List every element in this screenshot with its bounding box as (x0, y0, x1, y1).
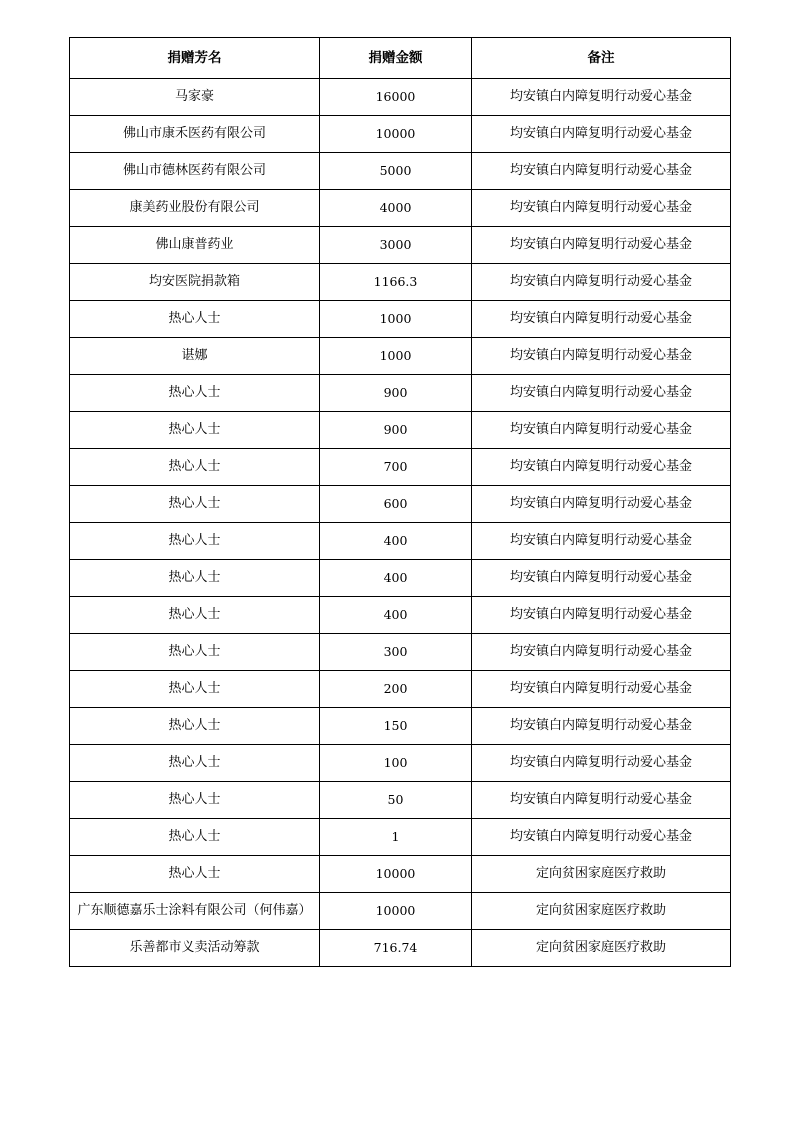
table-row (70, 264, 731, 301)
donor-name-cell: 均安医院捐款箱 (70, 264, 320, 301)
note-cell: 均安镇白内障复明行动爱心基金 (472, 153, 731, 190)
table-row (70, 523, 731, 560)
table-row (70, 782, 731, 819)
donor-name-cell: 佛山市康禾医药有限公司 (70, 116, 320, 153)
note-cell: 均安镇白内障复明行动爱心基金 (472, 375, 731, 412)
donor-name-cell: 热心人士 (70, 301, 320, 338)
donation-amount-cell: 10000 (320, 856, 472, 893)
donor-name-cell: 热心人士 (70, 523, 320, 560)
header-donation-amount: 捐赠金额 (320, 38, 472, 79)
note-cell: 均安镇白内障复明行动爱心基金 (472, 412, 731, 449)
donation-amount-cell: 400 (320, 560, 472, 597)
note-cell: 定向贫困家庭医疗救助 (472, 930, 731, 967)
note-cell: 定向贫困家庭医疗救助 (472, 893, 731, 930)
donor-name-cell: 广东顺德嘉乐士涂料有限公司（何伟嘉） (70, 893, 320, 930)
donor-name-cell: 热心人士 (70, 449, 320, 486)
donor-name-cell: 热心人士 (70, 560, 320, 597)
donor-name-cell: 热心人士 (70, 745, 320, 782)
note-cell: 均安镇白内障复明行动爱心基金 (472, 190, 731, 227)
note-cell: 均安镇白内障复明行动爱心基金 (472, 819, 731, 856)
note-cell: 均安镇白内障复明行动爱心基金 (472, 227, 731, 264)
table-row (70, 634, 731, 671)
donation-amount-cell: 5000 (320, 153, 472, 190)
table-row (70, 227, 731, 264)
table-row (70, 116, 731, 153)
donation-amount-cell: 100 (320, 745, 472, 782)
table-row (70, 893, 731, 930)
note-cell: 均安镇白内障复明行动爱心基金 (472, 264, 731, 301)
table-row (70, 301, 731, 338)
donation-amount-cell: 600 (320, 486, 472, 523)
table-row (70, 79, 731, 116)
table-row (70, 338, 731, 375)
donation-amount-cell: 900 (320, 412, 472, 449)
donor-name-cell: 热心人士 (70, 708, 320, 745)
donor-name-cell: 康美药业股份有限公司 (70, 190, 320, 227)
donation-amount-cell: 50 (320, 782, 472, 819)
donation-amount-cell: 200 (320, 671, 472, 708)
table-row (70, 375, 731, 412)
note-cell: 均安镇白内障复明行动爱心基金 (472, 597, 731, 634)
donation-amount-cell: 900 (320, 375, 472, 412)
header-donor-name: 捐赠芳名 (70, 38, 320, 79)
donation-amount-cell: 1 (320, 819, 472, 856)
note-cell: 均安镇白内障复明行动爱心基金 (472, 301, 731, 338)
donor-name-cell: 乐善都市义卖活动筹款 (70, 930, 320, 967)
note-cell: 均安镇白内障复明行动爱心基金 (472, 79, 731, 116)
table-body (70, 79, 731, 967)
note-cell: 均安镇白内障复明行动爱心基金 (472, 486, 731, 523)
table-row (70, 856, 731, 893)
donation-amount-cell: 150 (320, 708, 472, 745)
note-cell: 均安镇白内障复明行动爱心基金 (472, 671, 731, 708)
table-row (70, 153, 731, 190)
donor-name-cell: 佛山康普药业 (70, 227, 320, 264)
donation-amount-cell: 10000 (320, 893, 472, 930)
note-cell: 均安镇白内障复明行动爱心基金 (472, 745, 731, 782)
donor-name-cell: 佛山市德林医药有限公司 (70, 153, 320, 190)
donor-name-cell: 热心人士 (70, 819, 320, 856)
donation-amount-cell: 700 (320, 449, 472, 486)
donation-amount-cell: 1000 (320, 338, 472, 375)
table-row (70, 671, 731, 708)
donation-amount-cell: 300 (320, 634, 472, 671)
table-row (70, 930, 731, 967)
table-row (70, 412, 731, 449)
note-cell: 均安镇白内障复明行动爱心基金 (472, 634, 731, 671)
note-cell: 均安镇白内障复明行动爱心基金 (472, 560, 731, 597)
donor-name-cell: 热心人士 (70, 856, 320, 893)
note-cell: 均安镇白内障复明行动爱心基金 (472, 523, 731, 560)
donation-amount-cell: 400 (320, 523, 472, 560)
donor-name-cell: 热心人士 (70, 782, 320, 819)
note-cell: 均安镇白内障复明行动爱心基金 (472, 116, 731, 153)
donation-amount-cell: 1000 (320, 301, 472, 338)
donation-amount-cell: 4000 (320, 190, 472, 227)
donor-name-cell: 马家豪 (70, 79, 320, 116)
table-row (70, 190, 731, 227)
donation-amount-cell: 16000 (320, 79, 472, 116)
table-row (70, 486, 731, 523)
table-header-row (70, 38, 731, 79)
donor-name-cell: 热心人士 (70, 671, 320, 708)
note-cell: 均安镇白内障复明行动爱心基金 (472, 782, 731, 819)
donation-amount-cell: 10000 (320, 116, 472, 153)
table-row (70, 745, 731, 782)
note-cell: 均安镇白内障复明行动爱心基金 (472, 708, 731, 745)
donation-amount-cell: 400 (320, 597, 472, 634)
note-cell: 定向贫困家庭医疗救助 (472, 856, 731, 893)
donation-table (69, 37, 731, 967)
table-row (70, 449, 731, 486)
table-row (70, 597, 731, 634)
table-row (70, 819, 731, 856)
donor-name-cell: 热心人士 (70, 597, 320, 634)
table-row (70, 560, 731, 597)
donor-name-cell: 热心人士 (70, 375, 320, 412)
table-row (70, 708, 731, 745)
donation-amount-cell: 716.74 (320, 930, 472, 967)
donation-list-page (69, 37, 730, 967)
donor-name-cell: 热心人士 (70, 634, 320, 671)
donor-name-cell: 谌娜 (70, 338, 320, 375)
donation-amount-cell: 1166.3 (320, 264, 472, 301)
note-cell: 均安镇白内障复明行动爱心基金 (472, 449, 731, 486)
donation-amount-cell: 3000 (320, 227, 472, 264)
donor-name-cell: 热心人士 (70, 412, 320, 449)
note-cell: 均安镇白内障复明行动爱心基金 (472, 338, 731, 375)
header-note: 备注 (472, 38, 731, 79)
donor-name-cell: 热心人士 (70, 486, 320, 523)
